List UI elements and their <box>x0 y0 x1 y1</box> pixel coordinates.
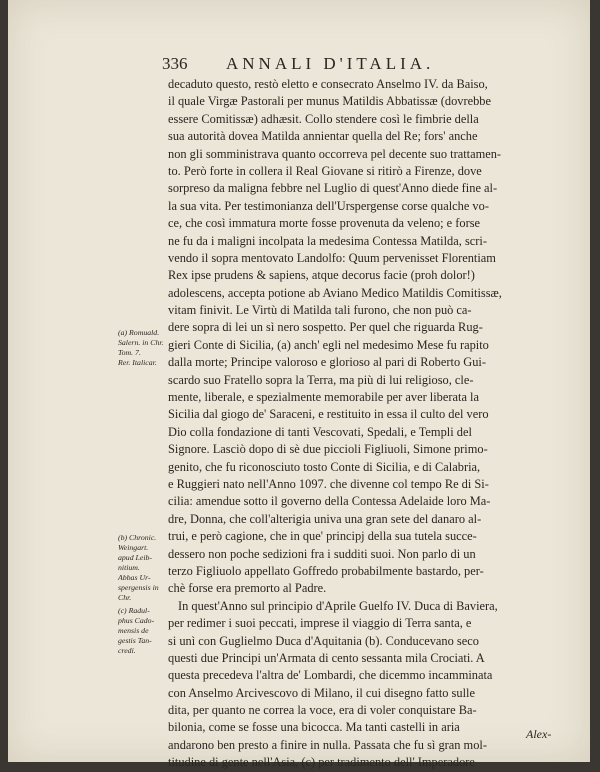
text-line: dre, Donna, che coll'alterigia univa una gran sete del danaro al- <box>168 511 482 526</box>
page-header <box>158 54 568 76</box>
book-page <box>8 0 590 770</box>
margin-note-line: apud Leib- <box>118 553 153 562</box>
margin-note-line: mensis de <box>118 626 149 635</box>
text-line: Signore. Lasciò dopo di sè due piccioli Figliuoli, Simone primo- <box>168 442 488 457</box>
running-title: ANNALI D'ITALIA. <box>226 54 435 73</box>
text-line: bilonia, come se fosse una bicocca. Ma tanti castelli in aria <box>168 720 460 735</box>
margin-note-line: Tom. 7. <box>118 348 141 357</box>
margin-note-line: Weingart. <box>118 543 149 552</box>
text-line: e Ruggieri nato nell'Anno 1097. che divenne col tempo Re di Si- <box>168 476 489 491</box>
margin-note-line: spergensis in <box>118 583 159 592</box>
margin-note-line: credi. <box>118 646 136 655</box>
text-line: terzo Figliuolo appellato Goffredo probabilmente bastardo, per- <box>168 563 484 578</box>
margin-note-line: nitium. <box>118 563 140 572</box>
text-line: mente, liberale, e spezialmente memorabile per aver liberata la <box>168 390 479 405</box>
catchword: Alex- <box>526 727 552 741</box>
text-line: per redimer i suoi peccati, imprese il viaggio di Terra santa, e <box>168 616 472 631</box>
margin-note-line: Chr. <box>118 593 132 602</box>
text-line: dessero non poche sedizioni fra i sudditi suoi. Non parlo di un <box>168 546 476 561</box>
text-line: il quale Virgæ Pastorali per munus Matildis Abbatissæ (dovrebbe <box>168 94 491 109</box>
text-line: vendo il sopra mentovato Landolfo: Quum pervenisset Florentiam <box>168 250 496 265</box>
text-line: sua autorità dovea Matilda annientar quella del Re; fors' anche <box>168 129 478 144</box>
margin-note-line: (c) Radul- <box>118 606 150 615</box>
margin-note-b <box>118 533 168 603</box>
text-line: scardo suo Fratello sopra la Terra, ma più di lui religioso, cle- <box>168 372 474 387</box>
text-line: si unì con Guglielmo Duca d'Aquitania (b). Conducevano seco <box>168 633 479 648</box>
margin-note-line: gestis Tan- <box>118 636 152 645</box>
text-line: titudine di gente nell'Asia, (c) per tradimento dell' Imperadore <box>168 755 475 770</box>
text-line: questa precedeva l'altra de' Lombardi, che dicemmo incamminata <box>168 668 493 683</box>
margin-note-a <box>118 328 168 368</box>
text-line: la sua vita. Per testimonianza dell'Urspergense corse qualche vo- <box>168 198 489 213</box>
margin-note-line: (a) Romuald. <box>118 328 160 337</box>
text-line: andarono ben presto a finire in nulla. Passata che fu sì gran mol- <box>168 737 487 752</box>
page-number: 336 <box>162 54 188 73</box>
text-line: sorpreso da maligna febbre nel Luglio di quest'Anno diede fine al- <box>168 181 498 196</box>
text-line: genito, che fu riconosciuto tosto Conte di Sicilia, e di Calabria, <box>168 459 481 474</box>
text-line: decaduto questo, restò eletto e consecrato Anselmo IV. da Baiso, <box>168 77 488 91</box>
text-line: Dio colla fondazione di tanti Vescovati, Spedali, e Templi del <box>168 424 472 439</box>
text-line: trui, e però cagione, che in que' principj della sua tutela succe- <box>168 529 477 544</box>
margin-note-line: Rer. Italicar. <box>118 358 157 367</box>
text-line: non gli somministrava quanto occorreva pel decente suo trattamen- <box>168 146 502 161</box>
text-line: ce, che così immatura morte fosse provenuta da veleno; e forse <box>168 216 481 231</box>
margin-note-line: Abbas Ur- <box>118 573 151 582</box>
text-line: Sicilia dal giogo de' Saraceni, e restituito in essa il culto del vero <box>168 407 489 422</box>
text-line: gieri Conte di Sicilia, (a) anch' egli nel medesimo Mese fu rapito <box>168 337 489 352</box>
text-line: essere Comitissæ) adhæsit. Collo stendere così le fimbrie della <box>168 111 479 126</box>
text-line: vitam finivit. Le Virtù di Matilda tali furono, che non può ca- <box>168 303 472 318</box>
main-text <box>168 76 574 772</box>
text-line: cilia: amendue sotto il governo della Contessa Adelaide loro Ma- <box>168 494 491 509</box>
margin-note-c <box>118 606 168 656</box>
margin-note-line: phus Cado- <box>118 616 155 625</box>
margin-note-line: (b) Chronic. <box>118 533 157 542</box>
margin-note-line: Salern. in Chr. <box>118 338 164 347</box>
text-line: to. Però forte in collera il Real Giovane si ritirò a Firenze, dove <box>168 163 482 178</box>
text-line: Rex ipse prudens & sapiens, atque decorus facie (proh dolor!) <box>168 268 475 283</box>
text-line: ne fu da i maligni incolpata la medesima Contessa Matilda, scri- <box>168 233 487 248</box>
text-line: dalla morte; Principe valoroso e glorioso al pari di Roberto Gui- <box>168 355 486 370</box>
text-line: In quest'Anno sul principio d'Aprile Guelfo IV. Duca di Baviera, <box>178 598 498 613</box>
text-line: dita, per quanto ne correa la voce, era di voler conquistare Ba- <box>168 703 477 718</box>
text-line: questi due Principi un'Armata di cento sessanta mila Crociati. A <box>168 650 485 665</box>
text-line: con Anselmo Arcivescovo di Milano, il cui disegno fatto sulle <box>168 685 475 700</box>
text-line: adolescens, accepta potione ab Aviano Medico Matildis Comitissæ, <box>168 285 502 300</box>
text-line: dere sopra di lei un sì nero sospetto. Per quel che riguarda Rug- <box>168 320 483 335</box>
text-line: chè forse era premorto al Padre. <box>168 581 327 596</box>
